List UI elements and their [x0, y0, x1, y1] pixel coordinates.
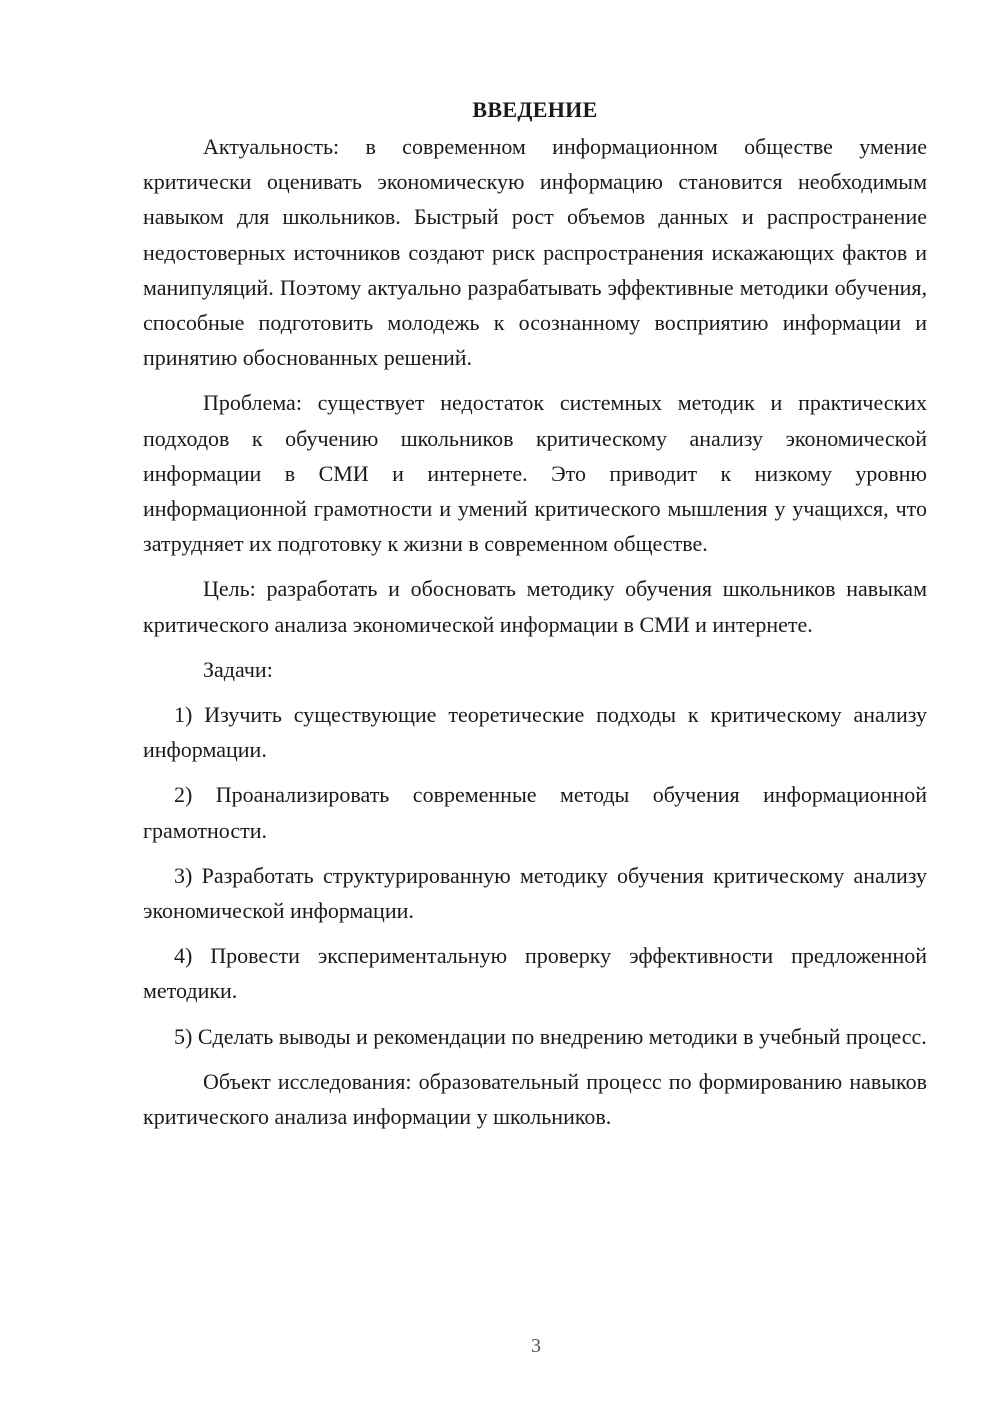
task-item-4: 4) Провести экспериментальную проверку эффективности предложенной методики.: [143, 943, 927, 1004]
section-heading: ВВЕДЕНИЕ: [472, 97, 598, 122]
task-item-2: 2) Проанализировать современные методы обучения информационной грамотности.: [143, 782, 927, 843]
task-item-3: 3) Разработать структурированную методику обучения критическому анализу экономической информации.: [143, 862, 927, 924]
tasks-label: Задачи:: [203, 656, 273, 682]
page-number: 3: [531, 1335, 541, 1357]
task-item-5: 5) Сделать выводы и рекомендации по внедрению методики в учебный процесс.: [174, 1023, 927, 1049]
page-content: [143, 95, 927, 1144]
paragraph-relevance: Актуальность: в современном информационном обществе умение критически оценивать экономическую информацию становится необходимым навыком для школьников. Быстрый рост объемов данных и распространение недостоверных источников создают риск распространения искажающих фактов и манипуляций. Поэтому актуально разрабатывать эффективные методики обучения, способные подготовить молодежь к осознанному восприятию информации и принятию обоснованных решений.: [143, 134, 927, 371]
paragraph-goal: Цель: разработать и обосновать методику обучения школьников навыкам критического анализа экономической информации в СМИ и интернете.: [143, 576, 927, 637]
task-item-1: 1) Изучить существующие теоретические подходы к критическому анализу информации.: [143, 702, 927, 763]
paragraph-object: Объект исследования: образовательный процесс по формированию навыков критического анализа информации у школьников.: [143, 1068, 927, 1130]
paragraph-problem: Проблема: существует недостаток системных методик и практических подходов к обучению школьников критическому анализу экономической информации в СМИ и интернете. Это приводит к низкому уровню информационной грамотности и умений критического мышления у учащихся, что затрудняет их подготовку к жизни в современном обществе.: [143, 390, 927, 557]
